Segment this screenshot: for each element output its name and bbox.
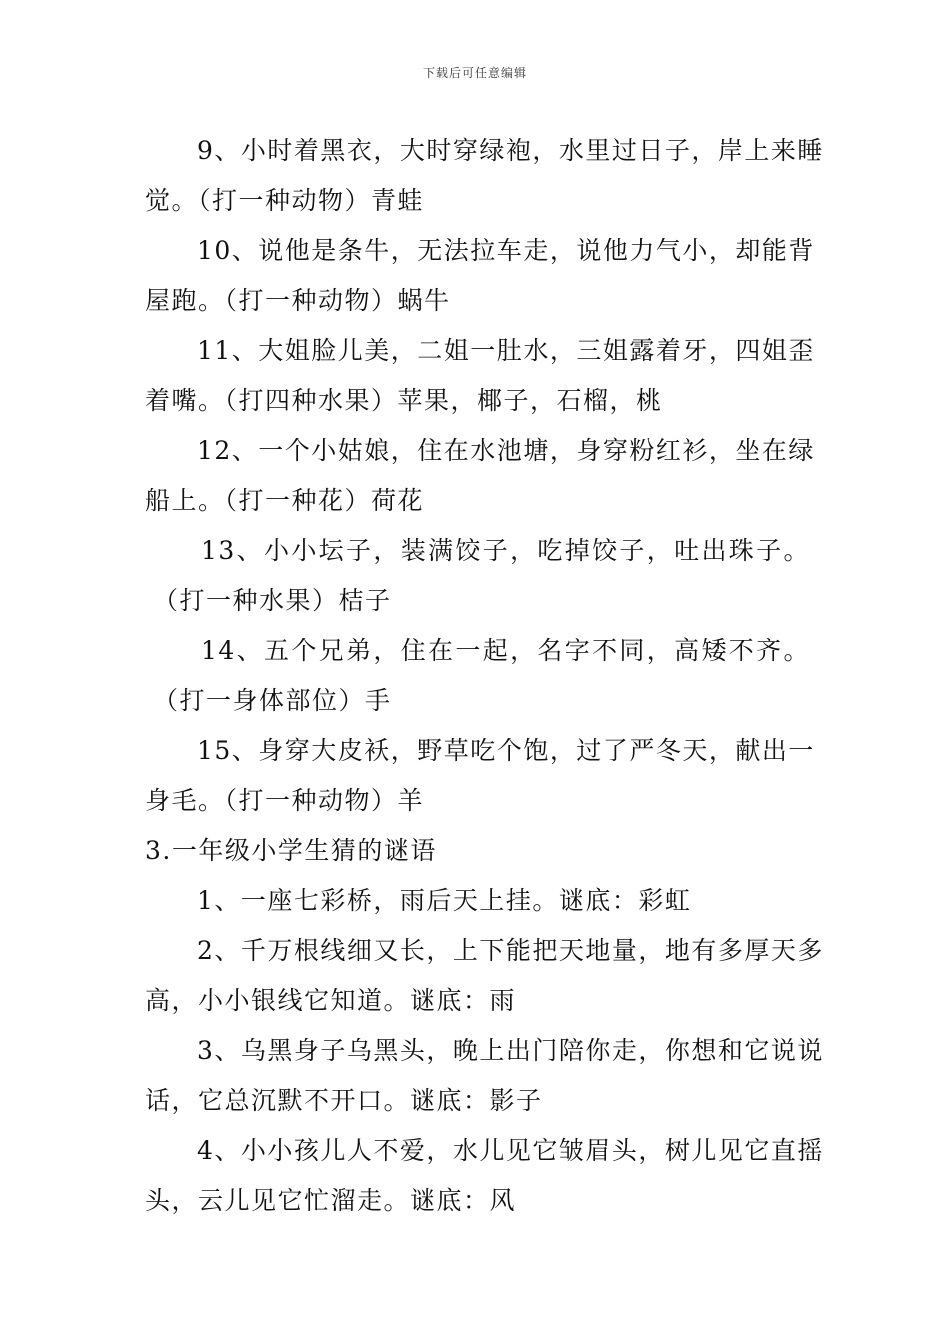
riddle-9-line-1: 9、小时着黑衣，大时穿绿袍，水里过日子，岸上来睡 (197, 136, 824, 165)
riddle-15-line-2: 身毛。（打一种动物）羊 (145, 786, 425, 815)
section-heading: 3.一年级小学生猜的谜语 (145, 836, 437, 865)
riddle-9-line-2: 觉。（打一种动物）青蛙 (145, 186, 425, 215)
riddle-10-line-2: 屋跑。（打一种动物）蜗牛 (145, 286, 451, 315)
riddle-14-line-1: 14、五个兄弟，住在一起，名字不同，高矮不齐。 (201, 636, 810, 665)
riddle-12-line-2: 船上。（打一种花）荷花 (145, 486, 425, 515)
riddle-2-line-2: 高，小小银线它知道。谜底：雨 (145, 986, 517, 1015)
page-header: 下载后可任意编辑 (422, 66, 527, 80)
document-body (145, 126, 824, 1226)
riddle-11-line-2: 着嘴。（打四种水果）苹果，椰子，石榴，桃 (145, 386, 663, 415)
riddle-2-line-1: 2、千万根线细又长，上下能把天地量，地有多厚天多 (197, 936, 824, 965)
riddle-1-line-1: 1、一座七彩桥，雨后天上挂。谜底：彩虹 (197, 886, 692, 915)
riddle-14-line-2: （打一身体部位）手 (153, 686, 392, 715)
riddle-4-line-1: 4、小小孩儿人不爱，水儿见它皱眉头，树儿见它直摇 (197, 1136, 824, 1165)
riddle-13-line-1: 13、小小坛子，装满饺子，吃掉饺子，吐出珠子。 (201, 536, 810, 565)
riddle-3-line-1: 3、乌黑身子乌黑头，晚上出门陪你走，你想和它说说 (197, 1036, 824, 1065)
riddle-12-line-1: 12、一个小姑娘，住在水池塘，身穿粉红衫，坐在绿 (197, 436, 815, 465)
riddle-15-line-1: 15、身穿大皮袄，野草吃个饱，过了严冬天，献出一 (197, 736, 815, 765)
riddle-10-line-1: 10、说他是条牛，无法拉车走，说他力气小，却能背 (197, 236, 815, 265)
riddle-11-line-1: 11、大姐脸儿美，二姐一肚水，三姐露着牙，四姐歪 (197, 336, 815, 365)
riddle-3-line-2: 话，它总沉默不开口。谜底：影子 (145, 1086, 543, 1115)
riddle-4-line-2: 头，云儿见它忙溜走。谜底：风 (145, 1186, 517, 1215)
riddle-13-line-2: （打一种水果）桔子 (153, 586, 392, 615)
